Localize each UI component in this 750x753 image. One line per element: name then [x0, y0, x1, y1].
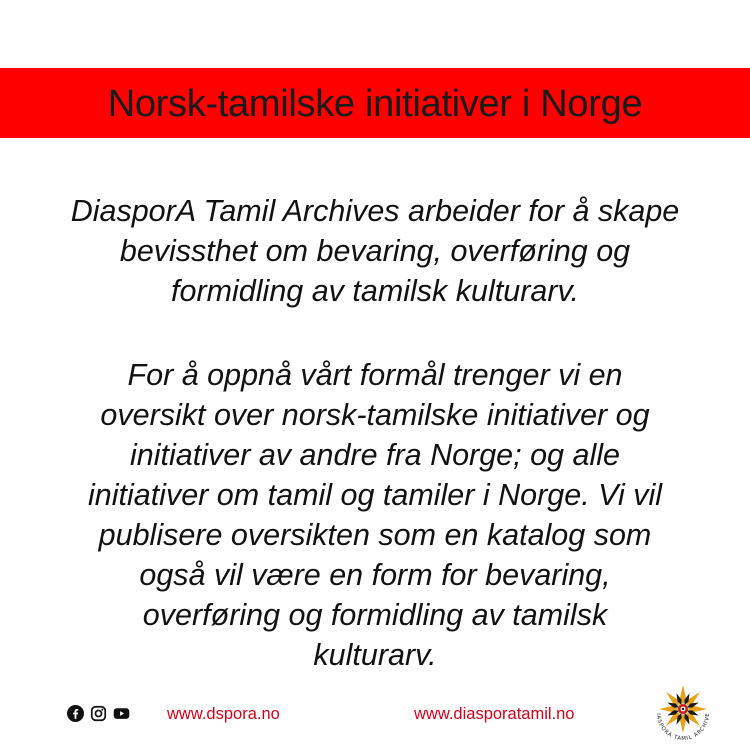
purpose-line: overføring og formidling av tamilsk [142, 598, 608, 632]
facebook-icon[interactable] [67, 705, 84, 722]
diaspora-tamil-archives-logo [648, 678, 718, 748]
logo-text: IASPORA TAMIL ARCHIVE [654, 712, 712, 743]
social-icons [67, 705, 130, 722]
purpose-paragraph [40, 355, 710, 675]
purpose-line: publisere oversikten som en katalog som [98, 518, 652, 552]
dspora-link[interactable]: www.dspora.no [167, 705, 280, 723]
intro-line: DiasporA Tamil Archives arbeider for å skape [70, 194, 680, 228]
purpose-line: oversikt over norsk-tamilske initiativer og [100, 398, 650, 432]
intro-line: formidling av tamilsk kulturarv. [171, 274, 579, 308]
purpose-line: initiativer om tamil og tamiler i Norge. Vi vil [87, 478, 663, 512]
diasporatamil-link[interactable]: www.diasporatamil.no [414, 705, 575, 723]
intro-line: bevissthet om bevaring, overføring og [119, 234, 631, 268]
youtube-icon[interactable] [113, 705, 130, 722]
purpose-line: kulturarv. [313, 638, 437, 672]
purpose-line: også vil være en form for bevaring, [139, 558, 611, 592]
title-banner [0, 68, 750, 138]
intro-paragraph [40, 191, 710, 311]
page-title: Norsk-tamilske initiativer i Norge [107, 82, 643, 125]
purpose-line: For å oppnå vårt formål trenger vi en [127, 358, 623, 392]
instagram-icon[interactable] [90, 705, 107, 722]
purpose-line: initiativer av andre fra Norge; og alle [130, 438, 620, 472]
